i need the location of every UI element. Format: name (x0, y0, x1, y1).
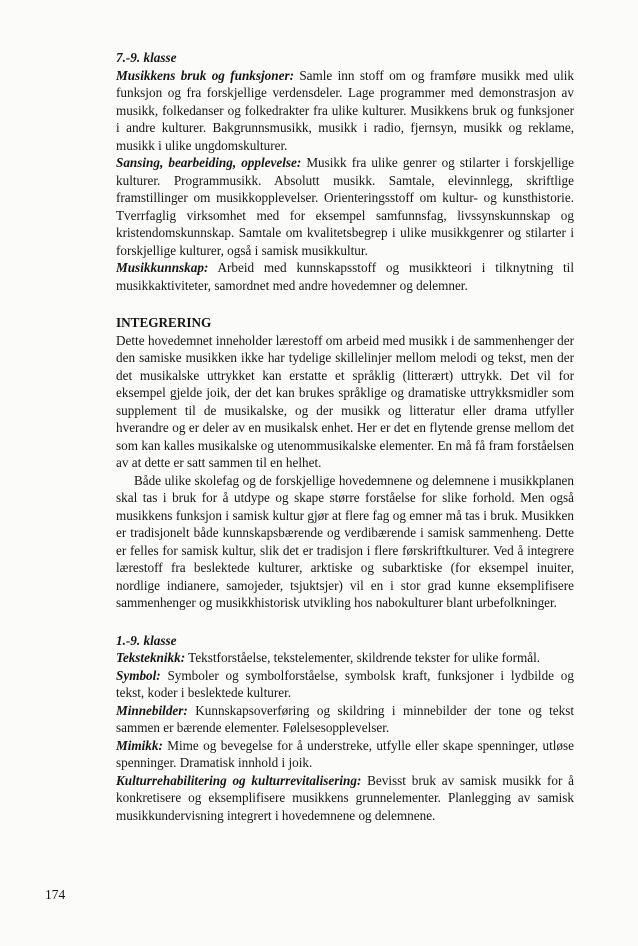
paragraph-symbol (116, 667, 574, 702)
paragraph-musikkens-bruk (116, 67, 574, 155)
section-heading-integrering: INTEGRERING (116, 315, 212, 330)
spacer (116, 294, 574, 314)
text-musikkunnskap: Arbeid med kunnskapsstoff og musikkteori i tilknytning til musikkaktiviteter, samordnet med andre hovedemner og delemner. (116, 260, 574, 293)
term-musikkens-bruk: Musikkens bruk og funksjoner: (116, 67, 294, 83)
section-heading-7-9: 7.-9. klasse (116, 50, 177, 65)
term-sansing: Sansing, bearbeiding, opplevelse: (116, 155, 302, 170)
term-symbol: Symbol: (116, 667, 161, 683)
term-musikkunnskap: Musikkunnskap: (116, 260, 209, 275)
text-kulturrehabilitering: Bevisst bruk av samisk musikk for å konkretisere og eksemplifisere musikkens grunnelementer. Planlegging av samisk musikkundervisning integrert i hovedemnene og delemnene. (116, 772, 575, 823)
paragraph-kulturrehabilitering (116, 772, 574, 825)
term-mimikk: Mimikk: (116, 737, 163, 753)
text-musikkens-bruk: Samle inn stoff om og framføre musikk med ulik funksjon og fra forskjellige verdensdeler. Lage programmer med demonstrasjon av musikk, folkedanser og folkedrakter fra ulike kulturer. Musikkens bruk og funksjoner i andre kulturer. Bakgrunnsmusikk, musikk i radio, fjernsyn, musikk og reklame, musikk i ulike ungdomskulturer. (116, 67, 574, 153)
paragraph-minnebilder (116, 702, 574, 737)
paragraph-teksteknikk (116, 649, 574, 667)
text-symbol: Symboler og symbolforståelse, symbolsk kraft, funksjoner i lydbilde og tekst, koder i beslektede kulturer. (116, 667, 574, 700)
text-minnebilder: Kunnskapsoverføring og skildring i minnebilder der tone og tekst sammen er bærende elementer. Følelsesopplevelser. (116, 702, 574, 735)
text-sansing: Musikk fra ulike genrer og stilarter i forskjellige kulturer. Programmusikk. Absolutt musikk. Samtale, elevinnlegg, skriftlige framstillinger om musikkopplevelser. Orienteringsstoff om kultur- og kunsthistorie. Tverrfaglig virksomhet med for eksempel samfunnsfag, livssynskunnskap og kristendomskunnskap. Samtale om kvalitetsbegrep i ulike musikkgenrer og stilarter i forskjellige kulturer, også i samisk musikkultur. (116, 155, 574, 258)
text-teksteknikk: Tekstforståelse, tekstelementer, skildrende tekster for ulike formål. (185, 650, 541, 665)
paragraph-musikkunnskap (116, 259, 574, 294)
page-body (116, 49, 574, 824)
text-mimikk: Mime og bevegelse for å understreke, utfylle eller skape spenninger, utløse spenninger. Dramatisk innhold i joik. (116, 737, 574, 770)
term-minnebilder: Minnebilder: (116, 702, 188, 718)
term-teksteknikk: Teksteknikk: (116, 650, 186, 665)
term-kulturrehabilitering: Kulturrehabilitering og kulturrevitalisering: (116, 772, 362, 788)
spacer (116, 612, 574, 632)
page-number: 174 (45, 887, 66, 902)
paragraph-sansing (116, 154, 574, 259)
paragraph-integrering-1: Dette hovedemnet inneholder lærestoff om arbeid med musikk i de sammenhenger der den samiske musikken ikke har tydelige skillelinjer mellom melodi og tekst, men der det musikalske uttrykket kan erstatte et språklig (litterært) uttrykk. Det vil for eksempel gjelde joik, der det kan brukes språklige og dramatiske uttrykksmidler som supplement til de musikalske, og der musikk og litteratur eller drama utfyller hverandre og er deler av en musikalsk enhet. Her er det en flytende grense mellom det som kan kalles musikalske og utenommusikalske elementer. En må få fram forståelsen av at dette er satt sammen til en helhet. (116, 332, 574, 470)
section-heading-1-9: 1.-9. klasse (116, 632, 177, 648)
paragraph-mimikk (116, 737, 574, 772)
paragraph-integrering-2: Både ulike skolefag og de forskjellige hovedemnene og delemnene i musikkplanen skal tas i bruk for å utdype og skape større forståelse for slike forhold. Men også musikkens funksjon i samisk kultur gjør at flere fag og emner må tas i bruk. Musikken er tradisjonelt både kunnskapsbærende og verdibærende i samisk sammenheng. Dette er felles for samisk kultur, slik det er tradisjon i flere førskriftkulturer. Ved å integrere lærestoff fra beslektede kulturer, arktiske og subarktiske (for eksempel inuiter, nordlige indianere, samojeder, tsjuktsjer) vil en i stor grad kunne eksemplifisere sammenhenger og musikkhistorisk utvikling hos nabokulturer blant urbefolkninger. (116, 472, 574, 610)
